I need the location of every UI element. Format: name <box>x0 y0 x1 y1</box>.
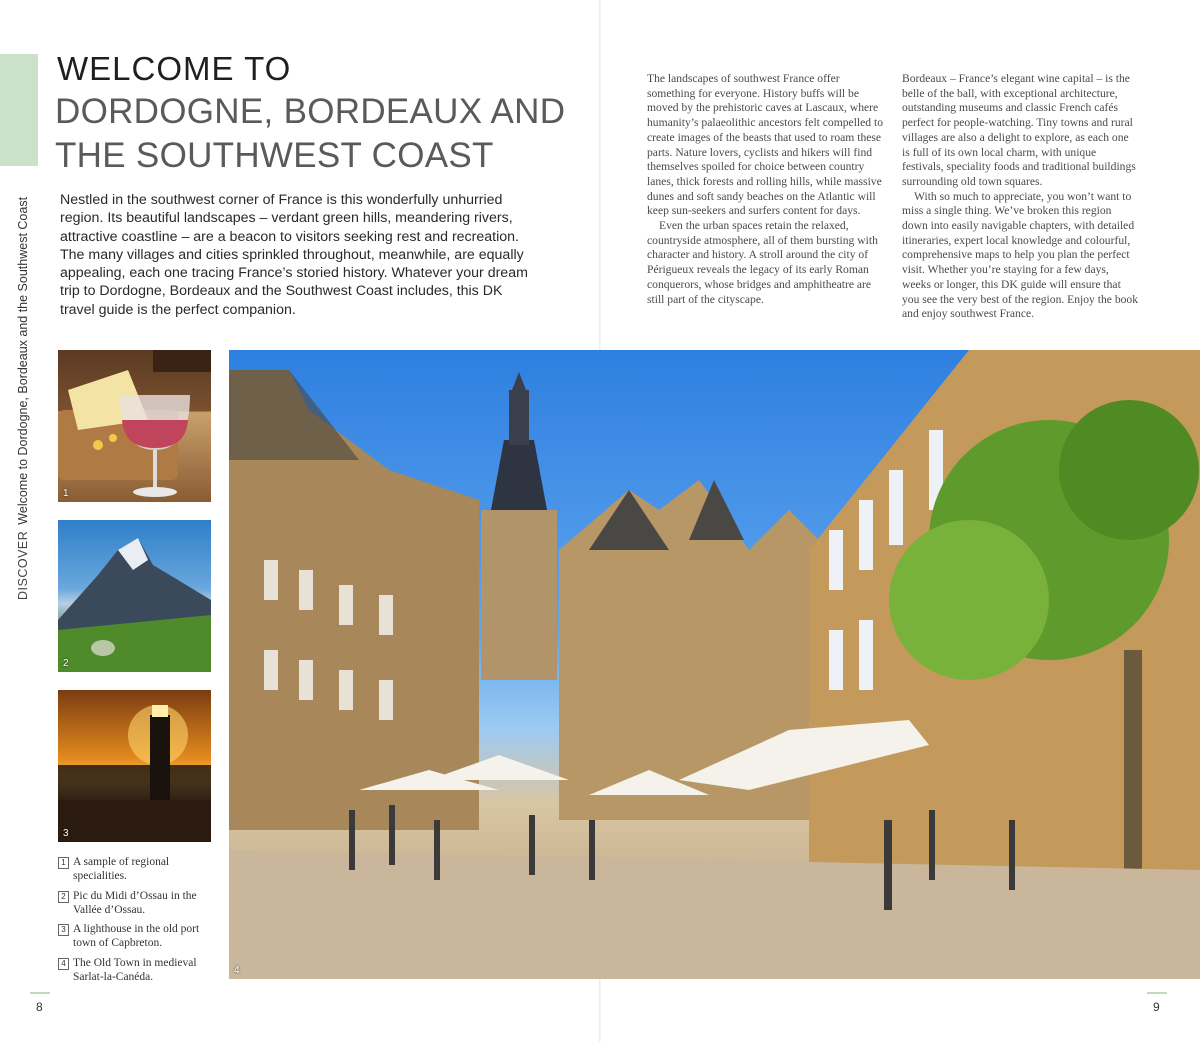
running-title: Welcome to Dordogne, Bordeaux and the Southwest Coast <box>16 196 30 525</box>
heading-welcome: WELCOME TO <box>57 50 292 87</box>
photo-number-3: 3 <box>63 828 69 839</box>
intro-paragraph: Nestled in the southwest corner of France is this wonderfully unhurried region. Its beautiful landscapes – verdant green hills, meandering rivers, attractive coastline – are a beacon to visitors seeking rest and recreation. The many villages and cities sprinkled throughout, meanwhile, are equally appealing, each one tracing France’s storied history. Whatever your dream trip to Dordogne, Bordeaux and the Southwest Coast includes, this DK travel guide is the perfect companion. <box>60 192 528 318</box>
page-number-right <box>1153 1000 1160 1014</box>
caption-text-4: The Old Town in medieval Sarlat-la-Canéda. <box>73 956 197 984</box>
column1-paragraph1: The landscapes of southwest France offer something for everyone. History buffs will be moved by the prehistoric caves at Lascaux, where humanity’s palaeolithic ancestors felt compelled to create images of the beasts that used to roam these parts. Nature lovers, cyclists and hikers will find themselves spoiled for choice between country lanes, thick forests and rolling hills, while massive dunes and soft sandy beaches on the Atlantic will keep sun-seekers and surfers content for days. <box>647 72 883 218</box>
side-running-header <box>16 197 30 600</box>
body-column-2 <box>902 72 1138 322</box>
section-label: DISCOVER <box>16 530 30 600</box>
caption-text-2: Pic du Midi d’Ossau in the Vallée d’Ossau. <box>73 889 197 916</box>
mountain-illustration <box>58 520 211 672</box>
photo-sarlat-old-town <box>229 350 1200 979</box>
heading-region-line2: THE SOUTHWEST COAST <box>55 136 494 175</box>
caption-4 <box>58 956 218 985</box>
heading-region <box>55 90 575 178</box>
caption-text-1: A sample of regional specialities. <box>73 856 170 883</box>
section-tab <box>0 54 38 166</box>
caption-3 <box>58 922 218 951</box>
page-rule-right <box>1147 992 1167 994</box>
body-column-1 <box>647 72 883 307</box>
caption-1 <box>58 855 218 884</box>
photo-pic-du-midi <box>58 520 211 672</box>
caption-number-2: 2 <box>58 891 69 903</box>
wine-cheese-illustration <box>58 350 211 502</box>
photo-capbreton-lighthouse <box>58 690 211 842</box>
column2-paragraph2: With so much to appreciate, you won’t want to miss a single thing. We’ve broken this region down into easily navigable chapters, with detailed itineraries, expert local knowledge and colourful, comprehensive maps to help you plan the perfect visit. Whether you’re staying for a few days, weeks or longer, this DK guide will ensure that you see the very best of the region. Enjoy the book and enjoy southwest France. <box>902 189 1139 321</box>
column1-paragraph2: Even the urban spaces retain the relaxed, countryside atmosphere, all of them bursting with character and history. A stroll around the city of Périgueux reveals the legacy of its early Roman conquerors, whose bridges and amphitheatre are still part of the cityscape. <box>647 219 878 306</box>
caption-number-4: 4 <box>58 958 69 970</box>
caption-2 <box>58 889 218 918</box>
page-rule-left <box>30 992 50 994</box>
photo-number-4: 4 <box>234 965 240 976</box>
photo-captions <box>58 855 218 989</box>
column2-paragraph1: Bordeaux – France’s elegant wine capital – is the belle of the ball, with exceptional architecture, outstanding museums and classic French cafés perfect for people-watching. Tiny towns and rural villages are also a delight to explore, as each one is full of its own local charm, with unique festivals, speciality foods and traditional buildings surrounding old town squares. <box>902 72 1136 188</box>
caption-text-3: A lighthouse in the old port town of Capbreton. <box>73 923 200 950</box>
page-number-right-text: 9 <box>1153 1000 1160 1014</box>
page-number-left <box>36 1000 43 1014</box>
photo-regional-specialities <box>58 350 211 502</box>
heading-region-line1: DORDOGNE, BORDEAUX AND <box>55 92 566 131</box>
caption-number-3: 3 <box>58 924 69 936</box>
page-number-left-text: 8 <box>36 1000 43 1014</box>
caption-number-1: 1 <box>58 857 69 869</box>
lighthouse-illustration <box>58 690 211 842</box>
photo-number-1: 1 <box>63 488 69 499</box>
town-square-illustration <box>229 350 1200 979</box>
photo-number-2: 2 <box>63 658 69 669</box>
